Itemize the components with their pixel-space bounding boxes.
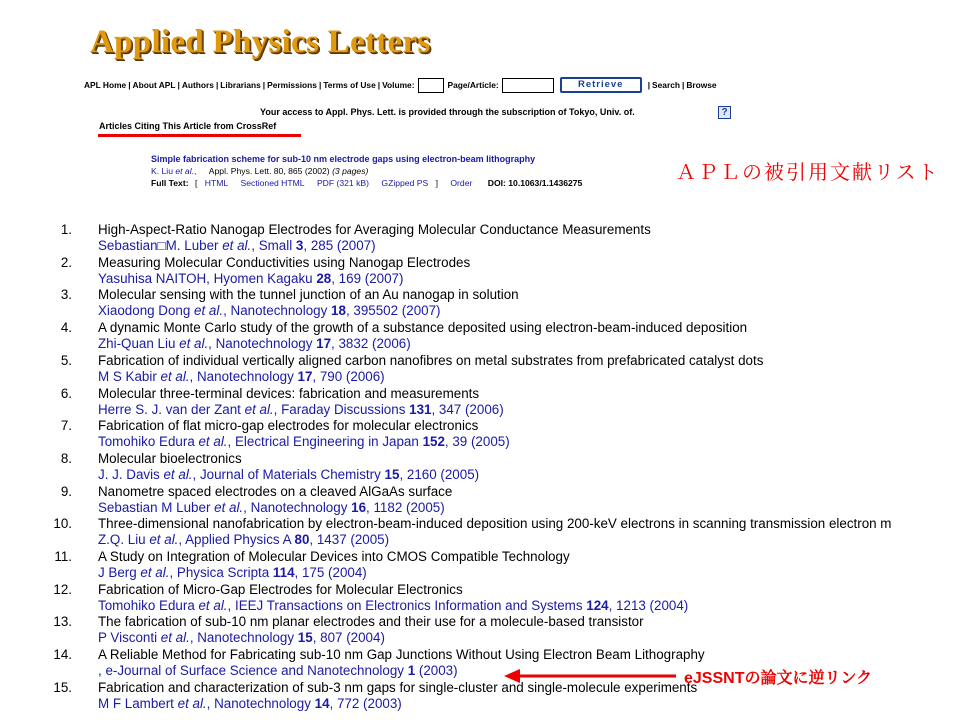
citation-pages-year[interactable]: , 347 (2006): [431, 401, 504, 417]
citation-pages-year[interactable]: , 39 (2005): [444, 434, 510, 450]
citation-number: 1.: [60, 222, 72, 237]
citation-pages-year[interactable]: , 1213 (2004): [608, 597, 689, 613]
citation-journal[interactable]: Nanotechnology: [215, 336, 317, 352]
citation-link[interactable]: [98, 369, 385, 384]
citation-number: 4.: [60, 320, 72, 336]
help-icon[interactable]: ?: [718, 106, 731, 119]
citation-number: 8.: [60, 450, 72, 466]
citation-journal[interactable]: Nanotechnology: [230, 303, 332, 319]
retrieve-button[interactable]: Retrieve: [560, 77, 642, 93]
citation-title: A Reliable Method for Fabricating sub-10 nm Gap Junctions Without Using Electron Beam Lithography: [98, 647, 705, 663]
nav-link-about-apl[interactable]: About APL: [132, 80, 176, 90]
fulltext-gzipped-ps-link[interactable]: GZipped PS: [381, 178, 429, 188]
citation-authors[interactable]: J Berg et al.,: [98, 565, 177, 580]
citation-journal[interactable]: Small: [258, 238, 296, 253]
list-item: [0, 320, 960, 353]
reference-pages-note: (3 pages): [332, 166, 369, 176]
citation-title: Fabrication of flat micro-gap electrodes for molecular electronics: [98, 418, 479, 434]
citation-number: 7.: [60, 418, 72, 434]
nav-separator: |: [128, 80, 131, 90]
nav-link-apl-home[interactable]: APL Home: [84, 80, 127, 90]
citation-title: Three-dimensional nanofabrication by electron-beam-induced deposition using 200-keV electrons in scanning transmission electron m: [98, 516, 892, 532]
citation-journal[interactable]: IEEJ Transactions on Electronics Information and Systems: [234, 597, 587, 613]
list-item: [0, 353, 960, 386]
citation-title: Molecular three-terminal devices: fabrication and measurements: [98, 385, 480, 401]
bracket-open: [: [194, 178, 198, 188]
citation-journal[interactable]: Physica Scripta: [176, 565, 273, 580]
citation-pages-year[interactable]: , 2160 (2005): [399, 466, 480, 482]
nav-separator: |: [377, 80, 381, 90]
citing-heading: Articles Citing This Article from CrossRef: [99, 121, 277, 131]
citation-journal[interactable]: e-Journal of Surface Science and Nanotechnology: [105, 663, 408, 679]
fulltext-sectioned-html-link[interactable]: Sectioned HTML: [240, 178, 305, 188]
nav-separator: |: [177, 80, 180, 90]
citation-volume[interactable]: 18: [331, 303, 346, 319]
citation-title: Nanometre spaced electrodes on a cleaved AlGaAs surface: [98, 483, 453, 499]
order-link[interactable]: Order: [450, 178, 473, 188]
citation-title: Molecular sensing with the tunnel junction of an Au nanogap in solution: [98, 287, 519, 303]
fulltext-label: Full Text:: [151, 178, 189, 188]
nav-bar: [84, 76, 717, 94]
list-item: [0, 549, 960, 582]
citation-pages-year[interactable]: , 1182 (2005): [366, 499, 445, 515]
nav-link-browse[interactable]: Browse: [686, 80, 717, 90]
citation-authors[interactable]: J. J. Davis et al.,: [98, 466, 200, 482]
citation-authors[interactable]: P Visconti et al.,: [98, 630, 198, 646]
red-underline-annotation: [98, 134, 301, 137]
citation-pages-year[interactable]: , 169 (2007): [331, 270, 404, 286]
annotation-citation-list-label: ＡＰＬの被引用文献リスト: [676, 162, 940, 184]
citation-authors[interactable]: M S Kabir et al.,: [98, 368, 197, 384]
citation-volume[interactable]: 15: [384, 466, 400, 482]
citation-volume[interactable]: 28: [316, 270, 332, 286]
journal-logo[interactable]: Applied Physics Letters: [90, 24, 431, 60]
citation-link[interactable]: [98, 696, 402, 711]
citation-authors[interactable]: M F Lambert et al.,: [98, 695, 215, 711]
citation-link[interactable]: [98, 565, 367, 580]
citation-journal[interactable]: Nanotechnology: [250, 499, 352, 515]
nav-link-terms-of-use[interactable]: Terms of Use: [323, 80, 376, 90]
citation-link[interactable]: [98, 663, 458, 678]
citation-link[interactable]: [98, 303, 441, 318]
citation-pages-year[interactable]: , 790 (2006): [312, 368, 385, 384]
citation-link[interactable]: [98, 500, 445, 515]
citation-number: 15.: [53, 679, 72, 695]
citation-volume[interactable]: 80: [294, 532, 310, 548]
citation-authors[interactable]: Sebastian M Luber et al.,: [98, 499, 251, 515]
red-arrow-icon: [500, 668, 680, 684]
citation-number: 13.: [53, 614, 72, 630]
nav-link-authors[interactable]: Authors: [181, 80, 214, 90]
citation-journal[interactable]: Electrical Engineering in Japan: [234, 434, 423, 450]
list-item: [0, 484, 960, 517]
reference-authors[interactable]: K. Liu et al.,: [151, 166, 197, 176]
fulltext-html-link[interactable]: HTML: [204, 178, 229, 188]
citation-volume[interactable]: 14: [314, 695, 330, 711]
citation-volume[interactable]: 3: [295, 238, 304, 253]
citation-number: 6.: [60, 385, 72, 401]
volume-input[interactable]: [418, 78, 444, 93]
citation-number: 3.: [60, 287, 72, 303]
citation-authors[interactable]: Zhi-Quan Liu et al.,: [98, 336, 216, 352]
list-item: [0, 255, 960, 288]
list-item: [0, 614, 960, 647]
citation-authors[interactable]: Sebastian□M. Luber et al.,: [98, 238, 259, 253]
citation-number: 5.: [60, 352, 72, 368]
list-item: [0, 222, 960, 255]
citation-title: A dynamic Monte Carlo study of the growth of a substance deposited using electron-beam-induced deposition: [98, 320, 748, 336]
citation-journal[interactable]: Nanotechnology: [197, 368, 298, 384]
citation-volume[interactable]: 152: [422, 434, 445, 450]
reference-fulltext-line: [151, 178, 582, 188]
volume-label: Volume:: [382, 80, 415, 90]
citation-number: 2.: [60, 254, 72, 270]
citation-title: Fabrication and characterization of sub-3 nm gaps for single-cluster and single-molecule experiments: [98, 679, 698, 695]
reference-citation-line: [151, 166, 368, 176]
nav-separator: |: [262, 80, 266, 90]
citation-number: 9.: [60, 483, 72, 499]
citation-pages-year[interactable]: , 1437 (2005): [309, 532, 390, 548]
citation-journal[interactable]: Applied Physics A: [185, 532, 295, 548]
citation-journal[interactable]: Nanotechnology: [214, 695, 315, 711]
citation-authors[interactable]: Z.Q. Liu et al.,: [98, 532, 186, 548]
citation-volume[interactable]: 1: [407, 663, 416, 679]
citation-link[interactable]: [98, 532, 389, 547]
list-item: [0, 287, 960, 320]
citation-authors[interactable]: Herre S. J. van der Zant et al.,: [98, 401, 282, 417]
citation-title: A Study on Integration of Molecular Devices into CMOS Compatible Technology: [98, 549, 570, 564]
citation-link[interactable]: [98, 434, 510, 449]
citation-link[interactable]: [98, 467, 479, 482]
citation-number: 14.: [53, 647, 72, 663]
citation-pages-year[interactable]: (2003): [415, 663, 458, 679]
citation-number: 10.: [53, 516, 72, 532]
citation-title: Fabrication of Micro-Gap Electrodes for Molecular Electronics: [98, 581, 463, 597]
citation-volume[interactable]: 124: [586, 597, 609, 613]
annotation-backlink-label: eJSSNTの論文に逆リンク: [684, 670, 873, 687]
citation-volume[interactable]: 15: [297, 630, 313, 646]
citation-number: 11.: [54, 549, 72, 564]
citation-volume[interactable]: 114: [272, 565, 295, 580]
nav-separator: |: [215, 80, 219, 90]
list-item: [0, 418, 960, 451]
list-item: [0, 451, 960, 484]
citation-title: Fabrication of individual vertically aligned carbon nanofibres on metal substrates from prefabricated catalyst dots: [98, 352, 764, 368]
citation-pages-year[interactable]: , 807 (2004): [312, 630, 385, 646]
reference-article-title[interactable]: Simple fabrication scheme for sub-10 nm electrode gaps using electron-beam lithography: [151, 154, 536, 164]
reference-doi: DOI: 10.1063/1.1436275: [487, 178, 583, 188]
nav-link-search[interactable]: Search: [652, 80, 680, 90]
list-item: [0, 582, 960, 615]
citation-link[interactable]: [98, 402, 504, 417]
citation-journal[interactable]: Faraday Discussions: [281, 401, 410, 417]
citation-pages-year[interactable]: , 285 (2007): [303, 238, 376, 253]
citation-title: Molecular bioelectronics: [98, 450, 242, 466]
citation-volume[interactable]: 17: [297, 368, 313, 384]
list-item: [0, 386, 960, 419]
citation-link[interactable]: [98, 630, 385, 645]
citation-pages-year[interactable]: , 395502 (2007): [345, 303, 441, 319]
citation-link[interactable]: [98, 238, 376, 253]
nav-separator: |: [681, 80, 685, 90]
citation-link[interactable]: [98, 271, 403, 286]
nav-link-permissions[interactable]: Permissions: [267, 80, 317, 90]
citation-title: Measuring Molecular Conductivities using Nanogap Electrodes: [98, 254, 471, 270]
citation-link[interactable]: [98, 336, 411, 351]
citation-pages-year[interactable]: , 772 (2003): [329, 695, 402, 711]
citation-authors[interactable]: Tomohiko Edura et al.,: [98, 597, 235, 613]
citation-title: High-Aspect-Ratio Nanogap Electrodes for Averaging Molecular Conductance Measurements: [98, 222, 651, 237]
access-notice: Your access to Appl. Phys. Lett. is provided through the subscription of Tokyo, Univ. of.: [260, 107, 635, 117]
citation-journal[interactable]: Nanotechnology: [197, 630, 298, 646]
citation-volume[interactable]: 16: [351, 499, 367, 515]
citation-link[interactable]: [98, 598, 688, 613]
citation-volume[interactable]: 131: [409, 401, 432, 417]
nav-link-librarians[interactable]: Librarians: [220, 80, 261, 90]
citation-authors[interactable]: Tomohiko Edura et al.,: [98, 434, 235, 450]
nav-separator: |: [318, 80, 322, 90]
bracket-close: ]: [435, 178, 438, 188]
page-article-input[interactable]: [502, 78, 554, 93]
citation-journal[interactable]: Journal of Materials Chemistry: [199, 466, 385, 482]
list-item: [0, 516, 960, 549]
nav-separator: |: [647, 80, 651, 90]
citation-authors[interactable]: Xiaodong Dong et al.,: [98, 303, 231, 319]
reference-citation: Appl. Phys. Lett. 80, 865 (2002): [208, 166, 330, 176]
citation-number: 12.: [53, 581, 72, 597]
fulltext-pdf-link[interactable]: PDF (321 kB): [316, 178, 369, 188]
citation-title: The fabrication of sub-10 nm planar electrodes and their use for a molecule-based transistor: [98, 614, 644, 630]
citation-authors[interactable]: ,: [98, 663, 106, 679]
citation-pages-year[interactable]: , 3832 (2006): [331, 336, 411, 352]
citation-pages-year[interactable]: , 175 (2004): [294, 565, 367, 580]
citation-volume[interactable]: 17: [316, 336, 332, 352]
citation-authors[interactable]: Yasuhisa NAITOH, Hyomen Kagaku: [98, 270, 317, 286]
page-article-label: Page/Article:: [447, 80, 499, 90]
